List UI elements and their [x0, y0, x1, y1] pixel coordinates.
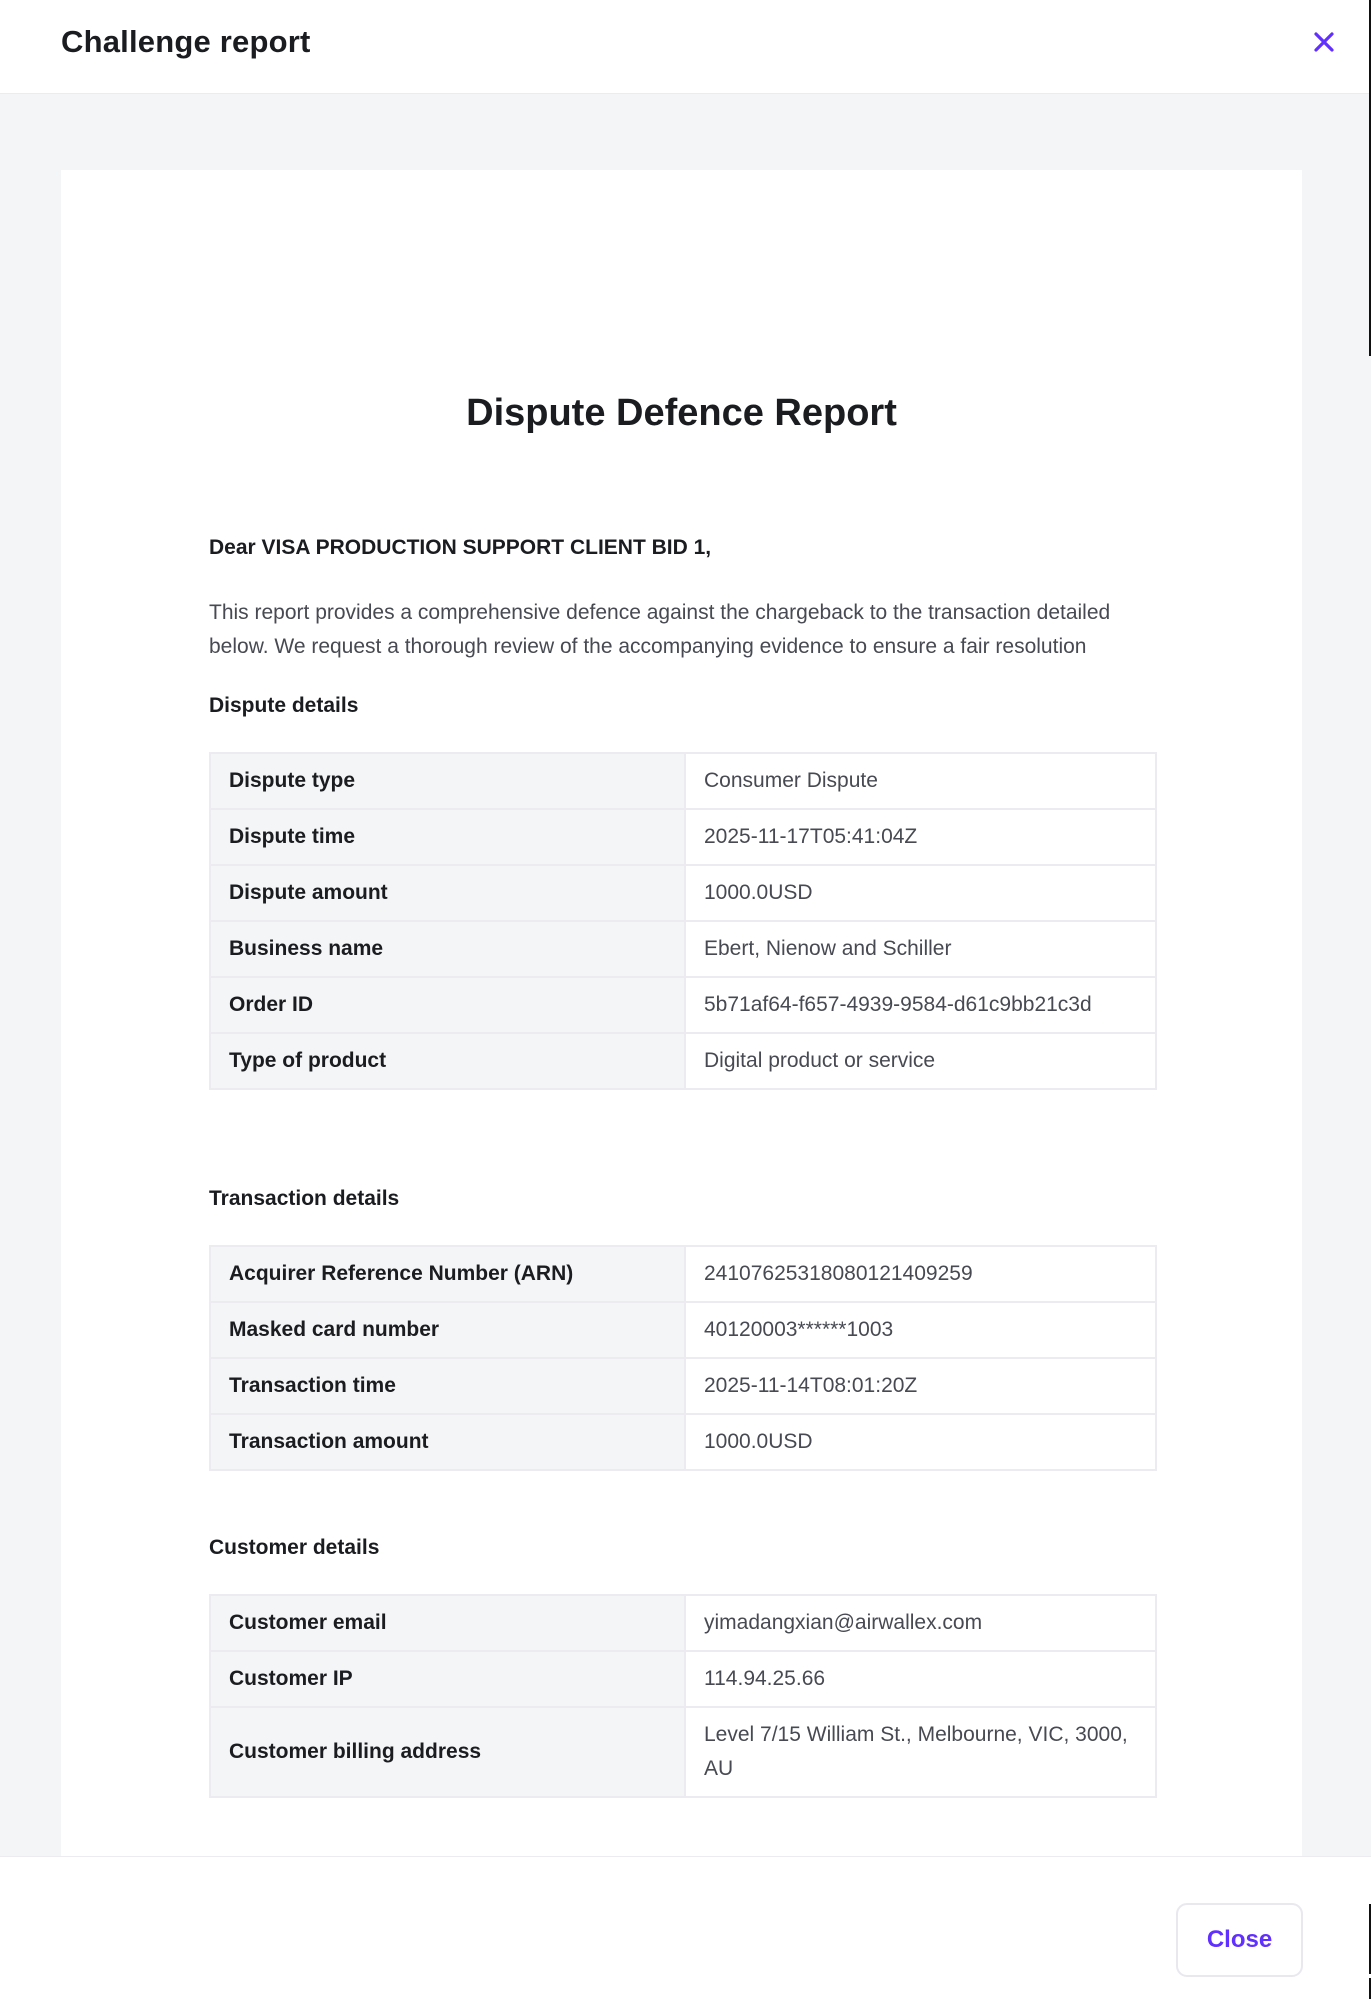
table-row — [210, 921, 1156, 977]
row-value: 1000.0USD — [685, 865, 1156, 921]
section-title-transaction-details: Transaction details — [209, 1187, 400, 1210]
table-row — [210, 1595, 1156, 1651]
row-label: Type of product — [210, 1033, 685, 1089]
row-label: Dispute time — [210, 809, 685, 865]
customer-details-table — [209, 1594, 1157, 1798]
table-row — [210, 1414, 1156, 1470]
row-value: Level 7/15 William St., Melbourne, VIC, 3000, AU — [685, 1707, 1156, 1797]
table-row — [210, 809, 1156, 865]
row-value: 24107625318080121409259 — [685, 1246, 1156, 1302]
row-label: Transaction time — [210, 1358, 685, 1414]
table-row — [210, 1358, 1156, 1414]
row-label: Dispute type — [210, 753, 685, 809]
close-modal-button[interactable] — [1308, 26, 1340, 58]
row-label: Order ID — [210, 977, 685, 1033]
section-title-dispute-details: Dispute details — [209, 694, 359, 717]
dispute-details-table — [209, 752, 1157, 1090]
table-row — [210, 1302, 1156, 1358]
modal-title: Challenge report — [61, 24, 311, 59]
table-row — [210, 1246, 1156, 1302]
row-label: Acquirer Reference Number (ARN) — [210, 1246, 685, 1302]
table-row — [210, 865, 1156, 921]
table-row — [210, 977, 1156, 1033]
table-row — [210, 1707, 1156, 1797]
row-label: Business name — [210, 921, 685, 977]
row-label: Masked card number — [210, 1302, 685, 1358]
row-value: 2025-11-17T05:41:04Z — [685, 809, 1156, 865]
row-value: 40120003******1003 — [685, 1302, 1156, 1358]
modal-body — [0, 94, 1371, 1856]
row-label: Customer email — [210, 1595, 685, 1651]
row-value: Ebert, Nienow and Schiller — [685, 921, 1156, 977]
report-title: Dispute Defence Report — [466, 392, 897, 434]
row-value: 5b71af64-f657-4939-9584-d61c9bb21c3d — [685, 977, 1156, 1033]
row-value: Digital product or service — [685, 1033, 1156, 1089]
report-greeting: Dear VISA PRODUCTION SUPPORT CLIENT BID 1, — [209, 536, 712, 559]
row-label: Transaction amount — [210, 1414, 685, 1470]
table-row — [210, 1033, 1156, 1089]
row-value: 114.94.25.66 — [685, 1651, 1156, 1707]
report-document — [61, 170, 1302, 1856]
row-value: Consumer Dispute — [685, 753, 1156, 809]
section-title-customer-details: Customer details — [209, 1536, 380, 1559]
report-intro: This report provides a comprehensive defence against the chargeback to the transaction detailed below. We request a thorough review of the accompanying evidence to ensure a fair resolution — [209, 601, 1111, 658]
table-row — [210, 753, 1156, 809]
row-value: yimadangxian@airwallex.com — [685, 1595, 1156, 1651]
table-row — [210, 1651, 1156, 1707]
transaction-details-table — [209, 1245, 1157, 1471]
modal-header — [0, 0, 1371, 94]
close-button[interactable]: Close — [1176, 1903, 1303, 1977]
close-icon — [1313, 31, 1335, 53]
row-label: Customer IP — [210, 1651, 685, 1707]
row-value: 2025-11-14T08:01:20Z — [685, 1358, 1156, 1414]
row-label: Customer billing address — [210, 1707, 685, 1797]
modal-footer — [0, 1856, 1371, 2000]
row-value: 1000.0USD — [685, 1414, 1156, 1470]
row-label: Dispute amount — [210, 865, 685, 921]
